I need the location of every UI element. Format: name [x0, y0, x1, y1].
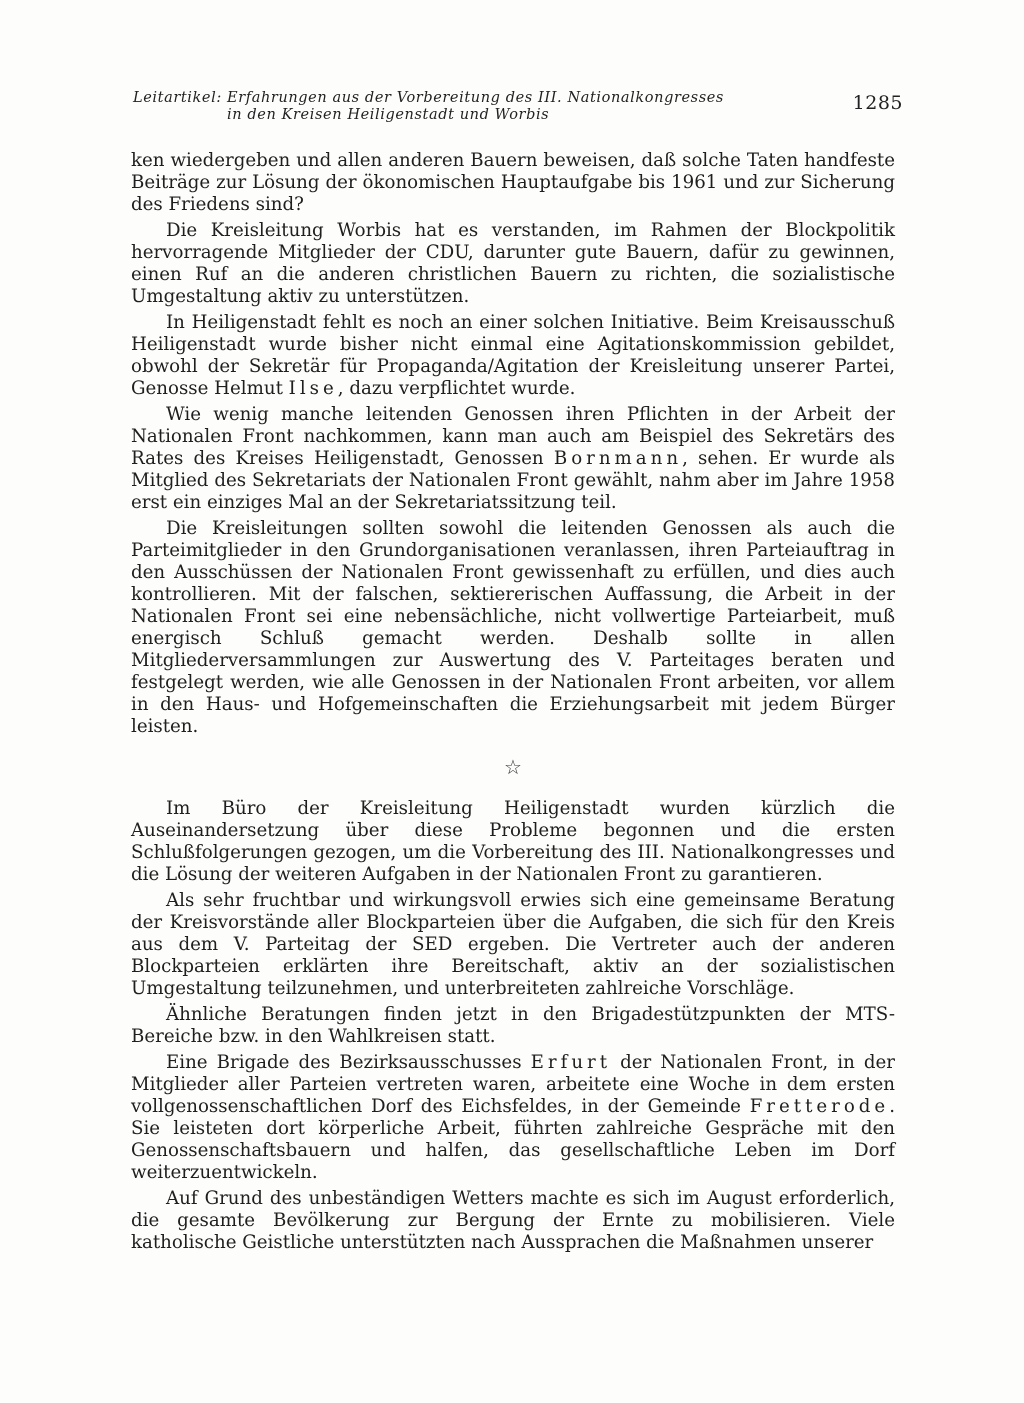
header-title-line2: in den Kreisen Heiligenstadt und Worbis — [227, 107, 550, 123]
page-number: 1285 — [852, 92, 903, 114]
emphasized-name: Ilse — [288, 378, 338, 399]
running-header — [133, 90, 903, 124]
paragraph-text: , dazu verpflichtet wurde. — [337, 378, 576, 399]
paragraph — [131, 312, 895, 400]
paragraph: Ähnliche Beratungen finden jetzt in den Brigadestützpunkten der MTS-Bereiche bzw. in den Wahlkreisen statt. — [131, 1004, 895, 1047]
paragraph-text: . Sie leisteten dort körperliche Arbeit, führten zahlreiche Gespräche mit den Genossenschaftsbauern und halfen, das gesellschaftliche Leben im Dorf weiterzuentwickeln. — [131, 1096, 895, 1183]
paragraph — [131, 404, 895, 514]
paragraph: ken wiedergeben und allen anderen Bauern beweisen, daß solche Taten handfeste Beiträge zur Lösung der ökonomischen Hauptaufgabe bis 1961 und zur Sicherung des Friedens sind? — [131, 150, 895, 215]
paragraph: Die Kreisleitungen sollten sowohl die leitenden Genossen als auch die Parteimitglieder in den Grundorganisationen veranlassen, ihren Parteiauftrag in den Ausschüssen der Nationalen Front gewissenhaft zu erfüllen, und dies auch kontrollieren. Mit der falschen, sektiererischen Auffassung, die Arbeit in der Nationalen Front sei eine nebensächliche, nicht vollwertige Parteiarbeit, muß energisch Schluß gemacht werden. Deshalb sollte in allen Mitgliederversammlungen zur Auswertung des V. Parteitages beraten und festgelegt werden, wie alle Genossen in der Nationalen Front arbeiten, vor allem in den Haus- und Hofgemeinschaften die Erziehungsarbeit mit jedem Bürger leisten. — [131, 518, 895, 737]
emphasized-place: Erfurt — [530, 1052, 612, 1073]
paragraph-text: Wie wenig manche leitenden Genossen ihren Pflichten in der Arbeit der Nationalen Front nachkommen, kann man auch am Beispiel des Sekretärs des Rates des Kreises Heiligenstadt, Genossen — [131, 404, 895, 469]
paragraph-text: In Heiligenstadt fehlt es noch an einer solchen Initiative. Beim Kreisausschuß Heiligenstadt wurde bisher nicht einmal eine Agitationskommission gebildet, obwohl der Sekretär für Propaganda/Agitation der Kreisleitung unserer Partei, Genosse Helmut — [131, 312, 895, 399]
paragraph — [131, 1052, 895, 1184]
emphasized-place: Fretterode — [749, 1096, 890, 1117]
article-body — [131, 150, 895, 1258]
header-title — [133, 90, 903, 124]
paragraph: Die Kreisleitung Worbis hat es verstanden, im Rahmen der Blockpolitik hervorragende Mitglieder der CDU, darunter gute Bauern, dafür zu gewinnen, einen Ruf an die anderen christlichen Bauern zu richten, die sozialistische Umgestaltung aktiv zu unterstützen. — [131, 220, 895, 307]
paragraph-text: der Nationalen Front, in der Mitglieder aller Parteien vertreten waren, arbeitete eine Woche in dem ersten vollgenossenschaftlichen Dorf des Eichsfeldes, in der Gemeinde — [131, 1052, 895, 1117]
paragraph-text: Eine Brigade des Bezirksausschusses — [166, 1052, 531, 1073]
header-title-line1: Leitartikel: Erfahrungen aus der Vorbereitung des III. Nationalkongresses — [133, 90, 724, 106]
emphasized-name: Bornmann — [553, 448, 683, 469]
paragraph: Als sehr fruchtbar und wirkungsvoll erwies sich eine gemeinsame Beratung der Kreisvorstände aller Blockparteien über die Aufgaben, die sich für den Kreis aus dem V. Parteitag der SED ergeben. Die Vertreter auch der anderen Blockparteien erklärten ihre Bereitschaft, aktiv an der sozialistischen Umgestaltung teilzunehmen, und unterbreiteten zahlreiche Vorschläge. — [131, 890, 895, 999]
section-separator-star: ☆ — [504, 755, 522, 779]
paragraph-text: , sehen. Er wurde als Mitglied des Sekretariats der Nationalen Front gewählt, nahm aber im Jahre 1958 erst ein einziges Mal an der Sekretariatssitzung teil. — [131, 448, 896, 513]
paragraph: Auf Grund des unbeständigen Wetters machte es sich im August erforderlich, die gesamte Bevölkerung zur Bergung der Ernte zu mobilisieren. Viele katholische Geistliche unterstützten nach Aussprachen die Maßnahmen unserer — [131, 1188, 895, 1253]
paragraph: Im Büro der Kreisleitung Heiligenstadt wurden kürzlich die Auseinandersetzung über diese Probleme begonnen und die ersten Schlußfolgerungen gezogen, um die Vorbereitung des III. Nationalkongresses und die Lösung der weiteren Aufgaben in der Nationalen Front zu garantieren. — [131, 798, 895, 885]
